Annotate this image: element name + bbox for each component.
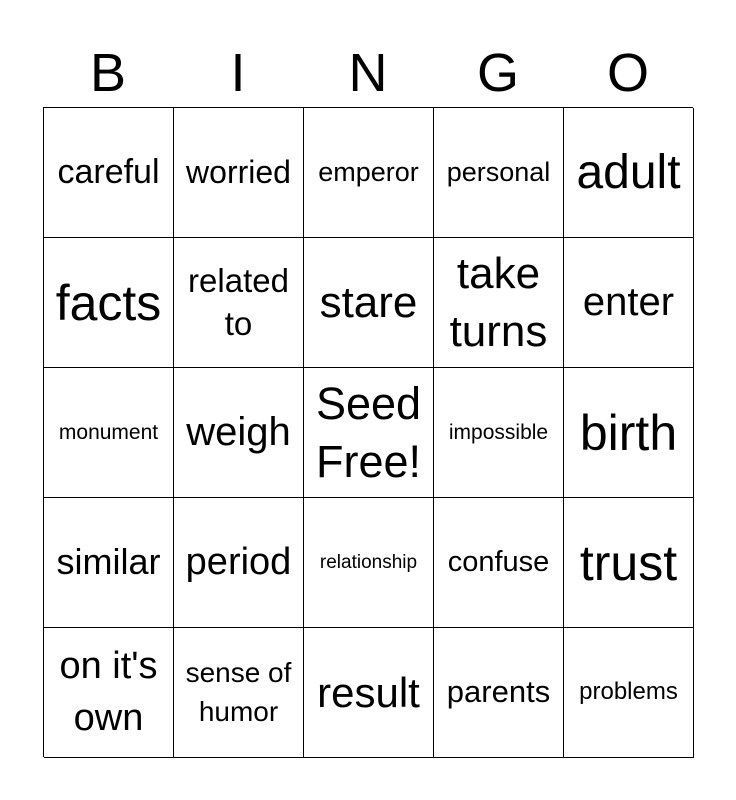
cell-word: result [317,668,420,716]
bingo-cell[interactable] [44,108,174,238]
bingo-cell[interactable] [44,368,174,498]
cell-word: emperor [318,157,419,188]
cell-word: parents [446,674,551,710]
bingo-cell[interactable] [434,498,564,628]
header-letter-b: B [89,43,127,103]
free-space-cell[interactable] [304,368,434,498]
cell-word: facts [55,274,162,331]
bingo-cell[interactable] [44,238,174,368]
cell-word: worried [186,153,291,190]
cell-word: similar [56,541,161,583]
bingo-cell[interactable] [304,108,434,238]
bingo-header [43,42,693,104]
bingo-cell[interactable] [304,628,434,758]
bingo-cell[interactable] [564,108,694,238]
header-letter-n: N [348,43,388,103]
cell-word: enter [582,280,675,325]
cell-word: monument [58,420,159,444]
bingo-cell[interactable] [564,628,694,758]
header-letter-g: G [476,43,519,103]
cell-word: on it's own [59,645,158,739]
cell-word: impossible [448,420,549,444]
bingo-cell[interactable] [564,238,694,368]
bingo-cell[interactable] [564,498,694,628]
bingo-cell[interactable] [434,368,564,498]
bingo-cell[interactable] [304,238,434,368]
bingo-cell[interactable] [564,368,694,498]
cell-word: birth [579,404,678,461]
cell-word: confuse [447,546,550,579]
cell-word: trust [579,534,678,591]
cell-word: problems [579,678,678,706]
header-letter-i: I [230,43,246,103]
bingo-cell[interactable] [174,628,304,758]
bingo-board [43,107,693,757]
bingo-cell[interactable] [174,368,304,498]
cell-word: careful [57,153,160,192]
bingo-cell[interactable] [304,498,434,628]
bingo-cell[interactable] [44,628,174,758]
cell-word: adult [576,145,681,199]
cell-word: related to [188,261,289,342]
bingo-cell[interactable] [434,628,564,758]
cell-word: weigh [186,410,291,455]
bingo-cell[interactable] [44,498,174,628]
bingo-cell[interactable] [174,108,304,238]
cell-word: period [185,541,292,584]
cell-word: personal [446,157,551,188]
bingo-cell[interactable] [434,238,564,368]
free-space-label: Seed Free! [315,377,422,487]
cell-word: sense of humor [185,657,292,727]
cell-word: stare [319,277,418,327]
cell-word: take turns [449,249,548,356]
bingo-cell[interactable] [174,498,304,628]
bingo-cell[interactable] [434,108,564,238]
cell-word: relationship [319,551,418,573]
bingo-cell[interactable] [174,238,304,368]
header-letter-o: O [606,43,649,103]
